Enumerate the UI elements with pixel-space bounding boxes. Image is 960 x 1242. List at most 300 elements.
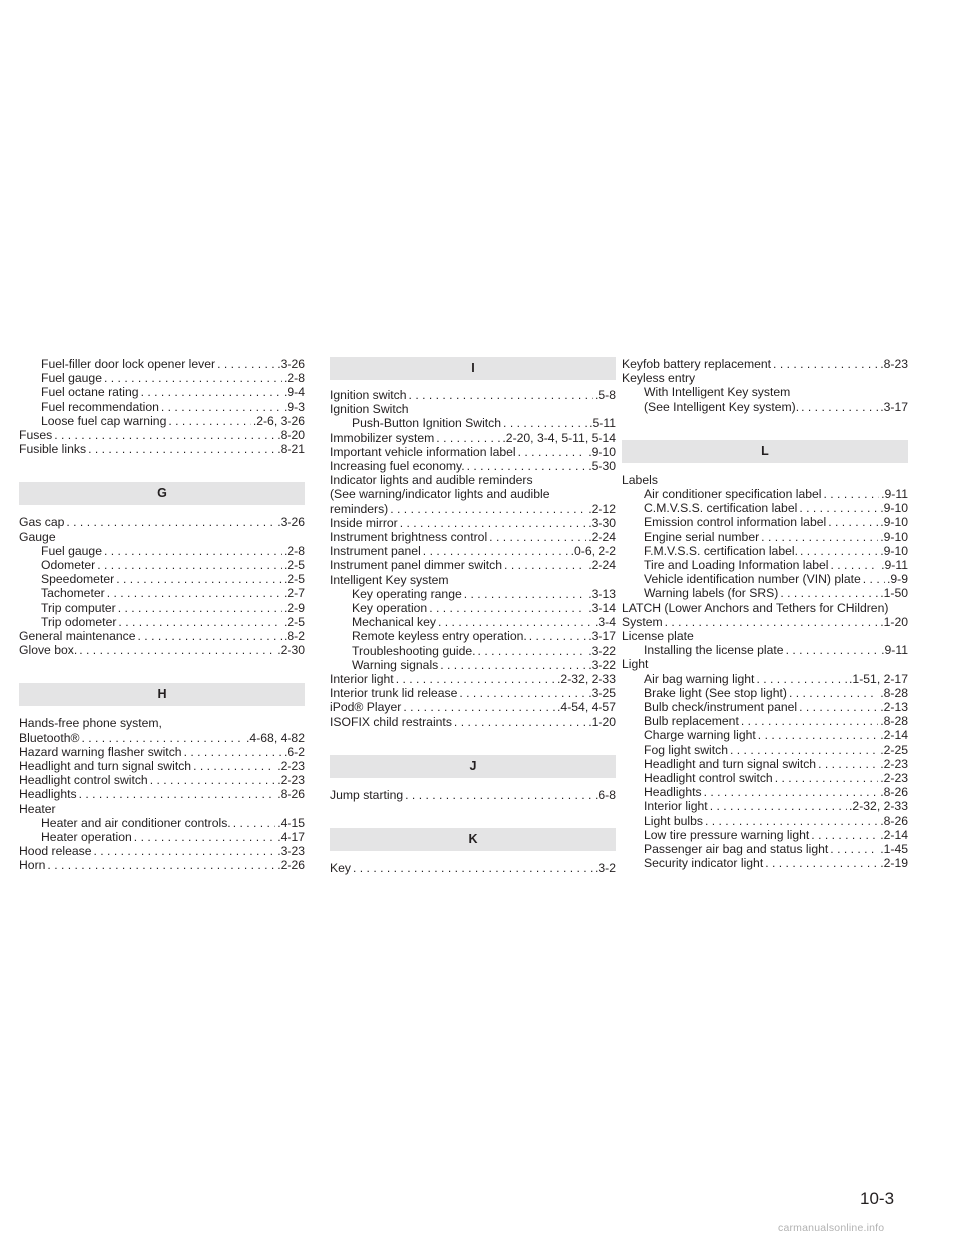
- index-subentry: [622, 643, 908, 657]
- section-letter-heading: K: [330, 828, 616, 851]
- entry-label: Ignition switch: [330, 388, 407, 402]
- index-subentry: [19, 544, 305, 558]
- entry-page-ref: .4-17: [277, 830, 305, 845]
- entry-page-ref: .2-7: [283, 586, 305, 601]
- index-entry: [622, 615, 908, 629]
- entry-label: Glove box.: [19, 643, 78, 658]
- dot-leader: [396, 672, 555, 686]
- entry-page-ref: .8-23: [880, 357, 908, 371]
- entry-page-ref: .3-22: [588, 643, 616, 658]
- index-entry: [330, 530, 616, 544]
- entry-label: Mechanical key: [352, 615, 436, 630]
- index-subentry: [622, 828, 908, 842]
- dot-leader: [478, 644, 587, 658]
- index-subentry: [330, 658, 616, 672]
- dot-leader: [789, 686, 878, 700]
- entry-page-ref: .1-20: [880, 614, 908, 629]
- index-subentry: [19, 414, 305, 428]
- index-subentry: [622, 700, 908, 714]
- index-subentry: [330, 629, 616, 643]
- dot-leader: [786, 643, 880, 657]
- dot-leader: [429, 601, 586, 615]
- dot-leader: [54, 428, 275, 442]
- entry-label: Headlight and turn signal switch: [19, 759, 192, 774]
- entry-label: Ignition Switch: [330, 402, 409, 417]
- index-entry: [622, 357, 908, 371]
- entry-label: ISOFIX child restraints: [330, 714, 452, 729]
- entry-label: Heater operation: [41, 830, 132, 845]
- index-entry: [19, 844, 305, 858]
- index-entry: [330, 459, 616, 473]
- index-subentry: [622, 814, 908, 828]
- entry-page-ref: .9-4: [283, 385, 305, 400]
- entry-label: Key operation: [352, 601, 428, 616]
- dot-leader: [97, 558, 282, 572]
- index-entry: [330, 672, 616, 686]
- index-subentry: [330, 416, 616, 430]
- entry-label: General maintenance: [19, 629, 136, 644]
- section-letter-heading: H: [19, 683, 305, 706]
- entry-page-ref: .2-8: [283, 371, 305, 386]
- entry-label: Engine serial number: [644, 529, 760, 544]
- index-subentry: [19, 400, 305, 414]
- index-entry: [19, 759, 305, 773]
- index-entry: [330, 715, 616, 729]
- entry-label: Low tire pressure warning light: [644, 827, 810, 842]
- entry-label: Loose fuel cap warning: [41, 413, 167, 428]
- dot-leader: [116, 572, 282, 586]
- index-subentry: [622, 487, 908, 501]
- entry-label: Passenger air bag and status light: [644, 842, 829, 857]
- entry-page-ref: .9-9: [886, 572, 908, 587]
- entry-label: Troubleshooting guide.: [352, 643, 476, 658]
- entry-page-ref: .2-23: [880, 771, 908, 786]
- entry-page-ref: .3-13: [588, 586, 616, 601]
- index-entry: [19, 731, 305, 745]
- entry-page-ref: .5-8: [594, 388, 616, 402]
- entry-page-ref: .2-23: [880, 756, 908, 771]
- dot-leader: [758, 728, 878, 742]
- index-entry: [330, 686, 616, 700]
- index-subentry: [330, 644, 616, 658]
- dot-leader: [800, 544, 878, 558]
- dot-leader: [705, 814, 878, 828]
- dot-leader: [107, 586, 282, 600]
- dot-leader: [780, 586, 878, 600]
- index-subentry: [622, 572, 908, 586]
- index-subentry: [19, 816, 305, 830]
- entry-label: Trip odometer: [41, 614, 117, 629]
- dot-leader: [94, 844, 276, 858]
- dot-leader: [775, 771, 879, 785]
- index-entry: [330, 487, 616, 501]
- entry-label: Headlight and turn signal switch: [644, 756, 817, 771]
- entry-label: Charge warning light: [644, 728, 756, 743]
- entry-page-ref: .8-21: [277, 442, 305, 457]
- entry-label: Speedometer: [41, 572, 115, 587]
- entry-label: Heater and air conditioner controls.: [41, 815, 231, 830]
- entry-label: Warning labels (for SRS): [644, 586, 779, 601]
- entry-label: Fuses: [19, 428, 53, 443]
- entry-label: Instrument panel dimmer switch: [330, 558, 503, 573]
- index-subentry: [622, 385, 908, 399]
- dot-leader: [104, 371, 282, 385]
- entry-page-ref: .2-8: [283, 543, 305, 558]
- index-entry: [330, 388, 616, 402]
- entry-label: Odometer: [41, 558, 96, 573]
- entry-label: Headlights: [19, 787, 77, 802]
- entry-page-ref: .2-5: [283, 558, 305, 573]
- entry-label: Increasing fuel economy.: [330, 459, 465, 474]
- dot-leader: [118, 601, 282, 615]
- entry-page-ref: .8-28: [880, 714, 908, 729]
- entry-page-ref: .9-11: [881, 487, 908, 502]
- dot-leader: [390, 502, 586, 516]
- index-entry: [19, 716, 305, 730]
- dot-leader: [799, 700, 878, 714]
- entry-label: Fuel recommendation: [41, 399, 159, 414]
- section-letter-heading: L: [622, 440, 908, 463]
- entry-label: Headlights: [644, 785, 702, 800]
- entry-label: Gauge: [19, 529, 56, 544]
- entry-label: Jump starting: [330, 787, 404, 802]
- entry-label: Light bulbs: [644, 813, 703, 828]
- dot-leader: [504, 558, 586, 572]
- entry-page-ref: .2-32, 2-33: [849, 799, 908, 814]
- index-subentry: [19, 371, 305, 385]
- dot-leader: [828, 515, 878, 529]
- entry-label: Keyfob battery replacement: [622, 357, 772, 371]
- entry-page-ref: .2-23: [277, 773, 305, 788]
- index-subentry: [19, 601, 305, 615]
- entry-label: (See warning/indicator lights and audible: [330, 487, 550, 502]
- entry-label: Key operating range: [352, 586, 462, 601]
- entry-page-ref: .9-10: [880, 543, 908, 558]
- entry-page-ref: .8-28: [880, 685, 908, 700]
- entry-page-ref: .6-8: [594, 787, 616, 802]
- index-subentry: [622, 785, 908, 799]
- index-entry: [19, 802, 305, 816]
- entry-page-ref: .3-25: [588, 686, 616, 701]
- index-entry: [622, 473, 908, 487]
- dot-leader: [824, 487, 880, 501]
- dot-leader: [765, 856, 878, 870]
- entry-page-ref: .1-20: [588, 714, 616, 729]
- dot-leader: [801, 400, 878, 414]
- entry-page-ref: .9-10: [880, 515, 908, 530]
- index-entry: [19, 442, 305, 456]
- entry-page-ref: .9-10: [880, 529, 908, 544]
- entry-page-ref: .2-5: [283, 614, 305, 629]
- entry-label: Gas cap: [19, 515, 65, 530]
- entry-label: Tachometer: [41, 586, 105, 601]
- index-entry: [19, 643, 305, 657]
- index-subentry: [622, 743, 908, 757]
- index-entry: [330, 516, 616, 530]
- entry-label: Push-Button Ignition Switch: [352, 416, 502, 431]
- dot-leader: [459, 686, 586, 700]
- entry-page-ref: .6-2: [283, 744, 305, 759]
- index-entry: [330, 573, 616, 587]
- entry-page-ref: .2-5: [283, 572, 305, 587]
- entry-page-ref: .3-2: [594, 861, 616, 876]
- index-subentry: [19, 586, 305, 600]
- dot-leader: [773, 357, 878, 371]
- entry-page-ref: .2-20, 3-4, 5-11, 5-14: [502, 430, 616, 445]
- entry-label: Horn: [19, 858, 46, 873]
- entry-label: Intelligent Key system: [330, 572, 449, 587]
- dot-leader: [756, 672, 847, 686]
- index-subentry: [622, 757, 908, 771]
- entry-label: reminders): [330, 501, 389, 516]
- entry-page-ref: .5-11: [589, 416, 616, 431]
- dot-leader: [741, 714, 878, 728]
- entry-label: Fuel gauge: [41, 543, 102, 558]
- dot-leader: [799, 501, 878, 515]
- index-entry: [330, 402, 616, 416]
- index-subentry: [330, 587, 616, 601]
- dot-leader: [529, 629, 586, 643]
- entry-label: Instrument brightness control: [330, 530, 488, 545]
- entry-page-ref: .1-51, 2-17: [849, 671, 908, 686]
- dot-leader: [405, 788, 593, 802]
- entry-page-ref: .1-50: [880, 586, 908, 601]
- entry-label: Emission control information label: [644, 515, 827, 530]
- entry-label: Fuel octane rating: [41, 385, 139, 400]
- dot-leader: [79, 787, 276, 801]
- entry-label: Interior light: [644, 799, 708, 814]
- section-letter-heading: G: [19, 482, 305, 505]
- index-subentry: [19, 357, 305, 371]
- index-entry: [622, 657, 908, 671]
- index-entry: [330, 445, 616, 459]
- index-subentry: [622, 515, 908, 529]
- index-subentry: [622, 771, 908, 785]
- entry-label: Air conditioner specification label: [644, 487, 822, 502]
- entry-page-ref: .9-3: [283, 399, 305, 414]
- entry-page-ref: .8-26: [880, 785, 908, 800]
- entry-page-ref: .8-26: [277, 787, 305, 802]
- entry-page-ref: .9-10: [588, 444, 616, 459]
- entry-label: Warning signals: [352, 657, 439, 672]
- index-entry: [19, 530, 305, 544]
- entry-page-ref: .9-11: [881, 643, 908, 658]
- dot-leader: [440, 658, 586, 672]
- dot-leader: [704, 785, 879, 799]
- dot-leader: [79, 643, 275, 657]
- dot-leader: [66, 515, 275, 529]
- entry-label: Heater: [19, 801, 56, 816]
- page-number: 10-3: [860, 1189, 895, 1208]
- entry-label: Important vehicle information label: [330, 444, 516, 459]
- dot-leader: [811, 828, 878, 842]
- entry-label: LATCH (Lower Anchors and Tethers for CHildren): [622, 600, 889, 615]
- entry-page-ref: .2-26: [277, 858, 305, 873]
- dot-leader: [518, 445, 587, 459]
- index-entry: [19, 773, 305, 787]
- entry-label: Security indicator light: [644, 856, 764, 871]
- entry-page-ref: .3-22: [588, 657, 616, 672]
- dot-leader: [730, 743, 878, 757]
- entry-page-ref: .5-30: [588, 459, 616, 474]
- entry-label: Hazard warning flasher switch: [19, 744, 182, 759]
- dot-leader: [409, 388, 593, 402]
- index-column-1: [19, 357, 305, 873]
- entry-page-ref: .4-15: [277, 815, 305, 830]
- entry-label: Immobilizer system: [330, 430, 435, 445]
- dot-leader: [830, 842, 878, 856]
- entry-label: (See Intelligent Key system).: [644, 399, 800, 414]
- dot-leader: [400, 516, 586, 530]
- index-entry: [19, 428, 305, 442]
- dot-leader: [47, 858, 275, 872]
- entry-page-ref: .3-14: [588, 601, 616, 616]
- index-entry: [330, 861, 616, 875]
- entry-page-ref: .8-26: [880, 813, 908, 828]
- index-subentry: [622, 586, 908, 600]
- dot-leader: [467, 459, 587, 473]
- index-subentry: [19, 558, 305, 572]
- entry-label: Instrument panel: [330, 544, 421, 559]
- entry-label: Light: [622, 657, 649, 672]
- entry-page-ref: .4-54, 4-57: [557, 700, 616, 715]
- index-entry: [330, 473, 616, 487]
- entry-label: Installing the license plate: [644, 643, 784, 658]
- entry-page-ref: .3-26: [277, 515, 305, 530]
- entry-page-ref: .3-4: [594, 615, 616, 630]
- index-entry: [19, 858, 305, 872]
- dot-leader: [818, 757, 878, 771]
- entry-label: Tire and Loading Information label: [644, 558, 829, 573]
- index-subentry: [19, 385, 305, 399]
- entry-page-ref: .2-32, 2-33: [557, 672, 616, 687]
- entry-page-ref: .3-23: [277, 844, 305, 859]
- entry-page-ref: .3-30: [588, 515, 616, 530]
- watermark-text: carmanualsonline.info: [778, 1222, 885, 1234]
- index-entry: [330, 788, 616, 802]
- dot-leader: [454, 715, 586, 729]
- dot-leader: [665, 615, 879, 629]
- dot-leader: [423, 544, 569, 558]
- entry-label: iPod® Player: [330, 700, 402, 715]
- entry-label: Keyless entry: [622, 371, 696, 386]
- entry-page-ref: .2-25: [880, 742, 908, 757]
- entry-label: Fuel-filler door lock opener lever: [41, 357, 216, 371]
- dot-leader: [217, 357, 275, 371]
- entry-page-ref: .2-13: [880, 700, 908, 715]
- entry-page-ref: .4-68, 4-82: [246, 730, 305, 745]
- dot-leader: [81, 731, 244, 745]
- entry-label: Vehicle identification number (VIN) plate: [644, 572, 861, 587]
- entry-page-ref: .9-10: [880, 501, 908, 516]
- entry-label: Interior trunk lid release: [330, 686, 458, 701]
- index-subentry: [330, 615, 616, 629]
- entry-label: C.M.V.S.S. certification label: [644, 501, 798, 516]
- entry-page-ref: .2-30: [277, 643, 305, 658]
- entry-page-ref: .2-19: [880, 856, 908, 871]
- index-entry: [19, 745, 305, 759]
- entry-page-ref: .2-12: [588, 501, 616, 516]
- entry-page-ref: .2-14: [880, 827, 908, 842]
- index-subentry: [622, 530, 908, 544]
- dot-leader: [104, 544, 282, 558]
- index-entry: [622, 371, 908, 385]
- dot-leader: [141, 385, 282, 399]
- dot-leader: [403, 700, 555, 714]
- dot-leader: [184, 745, 282, 759]
- dot-leader: [233, 816, 276, 830]
- dot-leader: [489, 530, 586, 544]
- index-subentry: [622, 672, 908, 686]
- dot-leader: [193, 759, 275, 773]
- entry-page-ref: .2-24: [588, 558, 616, 573]
- index-entry: [19, 787, 305, 801]
- index-entry: [330, 431, 616, 445]
- entry-label: With Intelligent Key system: [644, 385, 791, 400]
- entry-page-ref: .8-2: [283, 629, 305, 644]
- entry-label: Key: [330, 861, 352, 876]
- section-letter-heading: I: [330, 357, 616, 380]
- dot-leader: [88, 442, 275, 456]
- dot-leader: [503, 416, 587, 430]
- entry-label: Brake light (See stop light): [644, 685, 787, 700]
- index-entry: [330, 502, 616, 516]
- dot-leader: [138, 629, 282, 643]
- index-subentry: [330, 601, 616, 615]
- index-column-3: [622, 357, 908, 871]
- dot-leader: [710, 799, 847, 813]
- entry-label: Headlight control switch: [644, 771, 773, 786]
- entry-label: Bulb replacement: [644, 714, 739, 729]
- index-subentry: [622, 558, 908, 572]
- index-subentry: [19, 615, 305, 629]
- index-subentry: [622, 544, 908, 558]
- entry-page-ref: .2-24: [588, 530, 616, 545]
- entry-page-ref: .2-9: [283, 600, 305, 615]
- entry-page-ref: .8-20: [277, 428, 305, 443]
- entry-label: Air bag warning light: [644, 671, 755, 686]
- dot-leader: [150, 773, 276, 787]
- entry-label: Remote keyless entry operation.: [352, 629, 527, 644]
- entry-label: Trip computer: [41, 600, 116, 615]
- index-subentry: [622, 686, 908, 700]
- dot-leader: [353, 861, 593, 875]
- entry-label: F.M.V.S.S. certification label.: [644, 543, 798, 558]
- index-subentry: [622, 714, 908, 728]
- entry-label: Indicator lights and audible reminders: [330, 473, 533, 488]
- entry-label: Interior light: [330, 672, 394, 687]
- dot-leader: [436, 431, 500, 445]
- dot-leader: [118, 615, 282, 629]
- index-subentry: [622, 799, 908, 813]
- index-entry: [330, 558, 616, 572]
- index-entry: [622, 601, 908, 615]
- entry-label: Inside mirror: [330, 515, 398, 530]
- entry-page-ref: .3-17: [880, 399, 908, 414]
- index-entry: [330, 700, 616, 714]
- index-entry: [19, 629, 305, 643]
- entry-page-ref: .2-14: [880, 728, 908, 743]
- entry-label: Hands-free phone system,: [19, 716, 162, 731]
- entry-label: Bulb check/instrument panel: [644, 700, 798, 715]
- entry-page-ref: .3-26: [277, 357, 305, 371]
- section-letter-heading: J: [330, 755, 616, 778]
- entry-page-ref: .2-23: [277, 759, 305, 774]
- dot-leader: [863, 572, 885, 586]
- entry-page-ref: .0-6, 2-2: [570, 544, 616, 559]
- entry-label: Fog light switch: [644, 742, 728, 757]
- entry-label: Hood release: [19, 844, 92, 859]
